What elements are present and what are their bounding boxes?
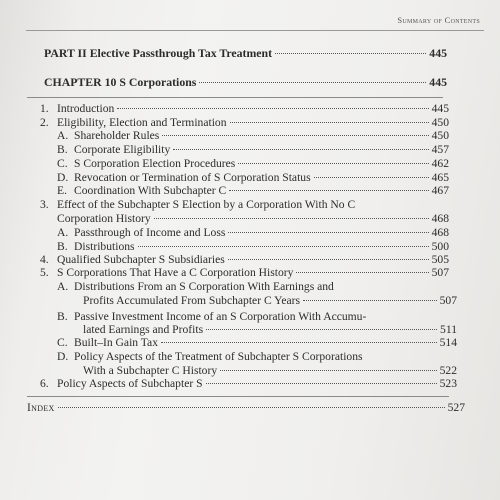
entry-number: E. xyxy=(57,184,67,197)
entry-title: Eligibility, Election and Termination xyxy=(57,116,227,129)
entry-title: S Corporations That Have a C Corporation History xyxy=(57,266,294,279)
toc-entry-line2 xyxy=(57,212,449,226)
entry-page: 468 xyxy=(431,212,449,225)
dot-leader xyxy=(162,135,428,136)
entry-title: Corporate Eligibility xyxy=(74,143,171,156)
entry-title: Passive Investment Income of an S Corporation With Accumu- xyxy=(74,310,367,323)
entry-title-continued: Profits Accumulated From Subchapter C Years xyxy=(83,294,301,307)
toc-entry xyxy=(40,266,449,280)
entry-title: S Corporation Election Procedures xyxy=(74,157,236,170)
entry-title: Distributions xyxy=(74,240,135,253)
dot-leader xyxy=(220,370,436,371)
entry-title: Built–In Gain Tax xyxy=(74,336,158,349)
dot-leader xyxy=(228,259,429,260)
toc-entry xyxy=(57,336,457,350)
toc-entry xyxy=(57,157,449,171)
running-header: Summary of Contents xyxy=(397,15,480,25)
entry-title-continued: Corporation History xyxy=(57,212,151,225)
toc-entry xyxy=(40,253,449,267)
toc-entry-line1 xyxy=(57,350,449,364)
entry-page: 507 xyxy=(439,294,457,307)
index-page: 527 xyxy=(447,401,465,414)
toc-entry xyxy=(57,240,449,254)
entry-title-continued: With a Subchapter C History xyxy=(83,364,218,377)
entry-title: Effect of the Subchapter S Election by a Corporation With No C xyxy=(57,198,356,211)
entry-number: D. xyxy=(57,171,69,184)
toc-entry-line2 xyxy=(83,294,457,308)
dot-leader xyxy=(314,177,429,178)
bottom-rule xyxy=(27,396,449,397)
dot-leader xyxy=(228,232,428,233)
chapter-page: 445 xyxy=(429,75,447,89)
entry-number: 6. xyxy=(40,377,49,390)
entry-number: D. xyxy=(57,350,69,363)
entry-number: 3. xyxy=(40,198,49,211)
dot-leader xyxy=(161,342,437,343)
entry-page: 507 xyxy=(431,266,449,279)
dot-leader xyxy=(117,108,428,109)
dot-leader xyxy=(199,82,426,83)
toc-entry xyxy=(57,184,449,198)
entry-number: B. xyxy=(57,240,68,253)
dot-leader xyxy=(230,122,429,123)
part-title: PART II Elective Passthrough Tax Treatment xyxy=(44,46,272,60)
header-rule xyxy=(26,30,484,31)
entry-number: B. xyxy=(57,143,68,156)
entry-title: Passthrough of Income and Loss xyxy=(74,226,226,239)
entry-page: 467 xyxy=(431,184,449,197)
entry-page: 523 xyxy=(439,377,457,390)
entry-number: C. xyxy=(57,336,68,349)
entry-title: Distributions From an S Corporation With Earnings and xyxy=(74,280,334,293)
part-page: 445 xyxy=(429,46,447,60)
entry-title: Policy Aspects of Subchapter S xyxy=(57,377,203,390)
dot-leader xyxy=(229,190,428,191)
entry-title: Shareholder Rules xyxy=(74,129,160,142)
dot-leader xyxy=(296,272,428,273)
entry-page: 505 xyxy=(431,253,449,266)
entry-page: 465 xyxy=(431,171,449,184)
toc-entry-line2 xyxy=(83,323,457,337)
dot-leader xyxy=(58,407,445,408)
entry-number: 4. xyxy=(40,253,49,266)
dot-leader xyxy=(138,246,429,247)
entry-title: Qualified Subchapter S Subsidiaries xyxy=(57,253,225,266)
toc-entry xyxy=(57,226,449,240)
dot-leader xyxy=(238,163,428,164)
top-rule xyxy=(27,97,443,98)
toc-entry-line1 xyxy=(40,198,449,212)
entry-number: 2. xyxy=(40,116,49,129)
index-entry xyxy=(27,401,465,415)
entry-title-continued: lated Earnings and Profits xyxy=(83,323,204,336)
entry-number: B. xyxy=(57,310,68,323)
entry-page: 522 xyxy=(439,364,457,377)
entry-page: 462 xyxy=(431,157,449,170)
entry-number: 5. xyxy=(40,266,49,279)
entry-title: Introduction xyxy=(57,102,115,115)
toc-entry xyxy=(57,129,449,143)
entry-page: 514 xyxy=(439,336,457,349)
dot-leader xyxy=(154,218,429,219)
toc-entry xyxy=(40,377,457,391)
entry-number: A. xyxy=(57,129,69,142)
entry-number: A. xyxy=(57,280,69,293)
toc-entry xyxy=(40,102,449,116)
entry-page: 457 xyxy=(431,143,449,156)
entry-page: 500 xyxy=(431,240,449,253)
dot-leader xyxy=(173,149,428,150)
dot-leader xyxy=(206,329,437,330)
entry-number: 1. xyxy=(40,102,49,115)
toc-entry xyxy=(57,143,449,157)
toc-entry-line1 xyxy=(57,280,449,294)
index-label: Index xyxy=(27,401,55,414)
entry-number: A. xyxy=(57,226,69,239)
dot-leader xyxy=(275,53,426,54)
toc-entry-line2 xyxy=(83,364,457,378)
toc-entry-line1 xyxy=(57,310,449,324)
entry-number: C. xyxy=(57,157,68,170)
chapter-title: CHAPTER 10 S Corporations xyxy=(44,75,197,89)
entry-page: 445 xyxy=(431,102,449,115)
entry-title: Coordination With Subchapter C xyxy=(74,184,227,197)
chapter-entry xyxy=(44,75,447,89)
entry-page: 450 xyxy=(431,116,449,129)
dot-leader xyxy=(303,300,437,301)
dot-leader xyxy=(206,383,437,384)
entry-page: 450 xyxy=(431,129,449,142)
entry-page: 468 xyxy=(431,226,449,239)
entry-title: Policy Aspects of the Treatment of Subchapter S Corporations xyxy=(74,350,363,363)
part-entry xyxy=(44,46,447,60)
toc-entry xyxy=(40,116,449,130)
entry-title: Revocation or Termination of S Corporation Status xyxy=(74,171,311,184)
entry-page: 511 xyxy=(440,323,457,336)
toc-entry xyxy=(57,171,449,185)
